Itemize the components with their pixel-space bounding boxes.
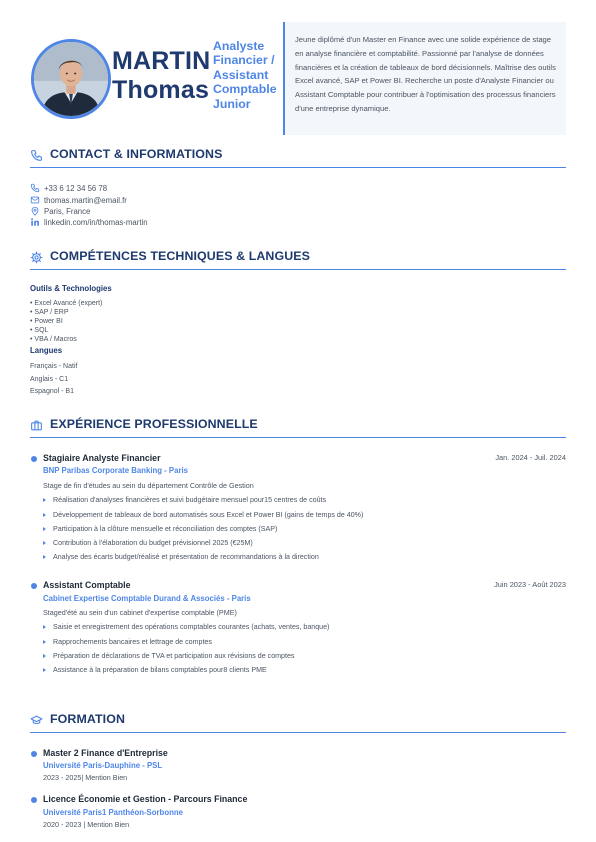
job-description: Stage de fin d'études au sein du département Contrôle de Gestion: [43, 481, 254, 490]
timeline-dot: [31, 456, 37, 462]
bullet-arrow-icon: [43, 527, 46, 531]
school-name: Université Paris-Dauphine - PSL: [43, 761, 163, 770]
skills-section-title: [30, 248, 566, 270]
job-date: Juin 2023 - Août 2023: [494, 580, 566, 589]
first-name: Thomas: [112, 76, 210, 104]
briefcase-icon: [30, 419, 43, 432]
bullet-arrow-icon: [43, 640, 46, 644]
bullet-arrow-icon: [43, 654, 46, 658]
bullet-text: Participation à la clôture mensuelle et réconciliation des comptes (SAP): [53, 525, 278, 533]
profile-summary: Jeune diplômé d'un Master en Finance avec une solide expérience de stage en analyse financière et comptabilité. Passionné par l'analyse de données financières et la création de tableaux de bord décisionnels. Maîtrise des outils Excel avancé, SAP et Power BI. Recherche un poste d'Analyste Financier ou Assistant Comptable pour contribuer à l'optimisation des processus financiers d'une entreprise dynamique.: [295, 35, 556, 113]
language-item: Espagnol - B1: [30, 388, 74, 395]
phone-icon: [30, 183, 40, 193]
bullet-text: Rapprochements bancaires et lettrage de comptes: [53, 638, 212, 646]
bullet-text: Réalisation d'analyses financières et suivi budgétaire mensuel pour15 centres de coûts: [53, 496, 327, 504]
portrait-image: [34, 42, 108, 116]
school-name: Université Paris1 Panthéon-Sorbonne: [43, 808, 183, 817]
job-date: Jan. 2024 - Juil. 2024: [495, 453, 566, 462]
job-company: BNP Paribas Corporate Banking - Paris: [43, 466, 189, 475]
bullet-text: Préparation de déclarations de TVA et participation aux révisions de comptes: [53, 652, 295, 660]
skill-item: • SAP / ERP: [30, 309, 69, 316]
bullet-arrow-icon: [43, 513, 46, 517]
contact-linkedin[interactable]: [30, 217, 148, 228]
map-pin-icon: [30, 206, 40, 216]
skill-item: • Power BI: [30, 318, 63, 325]
experience-section-title: [30, 416, 566, 438]
tools-title: Outils & Technologies: [30, 284, 112, 293]
job-description: Staged'été au sein d'un cabinet d'expertise comptable (PME): [43, 608, 237, 617]
phone-icon: [30, 149, 43, 162]
gear-icon: [30, 251, 43, 264]
job-bullet: [43, 525, 277, 533]
skill-item: • VBA / Macros: [30, 336, 77, 343]
language-item: Français - Natif: [30, 363, 78, 370]
job-bullet: [43, 666, 267, 674]
contact-phone: [30, 183, 107, 194]
header: [30, 20, 566, 138]
profile-photo: [31, 39, 111, 119]
job-title: Stagiaire Analyste Financier: [43, 453, 161, 463]
bullet-text: Développement de tableaux de bord automatisés sous Excel et Power BI (gains de temps de 40%): [53, 511, 364, 519]
bullet-text: Analyse des écarts budget/réalisé et présentation de recommandations à la direction: [53, 553, 319, 561]
timeline-dot: [31, 751, 37, 757]
bullet-text: Saisie et enregistrement des opérations comptables courantes (achats, ventes, banque): [53, 623, 330, 631]
bullet-arrow-icon: [43, 625, 46, 629]
degree-meta: 2020 - 2023 | Mention Bien: [43, 820, 130, 829]
degree-title: Master 2 Finance d'Entreprise: [43, 748, 168, 758]
graduation-cap-icon: [30, 714, 43, 727]
last-name: MARTIN: [112, 47, 211, 75]
location-text: Paris, France: [44, 207, 91, 216]
education-section-title: [30, 711, 566, 733]
job-title: Assistant Comptable: [43, 580, 131, 590]
email-text[interactable]: thomas.martin@email.fr: [44, 196, 127, 205]
linkedin-icon: [30, 217, 40, 227]
job-bullet: [43, 553, 319, 561]
job-bullet: [43, 511, 363, 519]
summary-box: [283, 22, 566, 135]
job-bullet: [43, 638, 212, 646]
bullet-text: Assistance à la préparation de bilans comptables pour8 clients PME: [53, 666, 267, 674]
degree-title: Licence Économie et Gestion - Parcours Finance: [43, 794, 248, 804]
job-title: Analyste Financier / Assistant Comptable Junior: [213, 39, 277, 111]
timeline-dot: [31, 583, 37, 589]
job-company: Cabinet Expertise Comptable Durand & Associés - Paris: [43, 594, 251, 603]
mail-icon: [30, 195, 40, 205]
linkedin-text[interactable]: linkedin.com/in/thomas-martin: [44, 218, 148, 227]
bullet-arrow-icon: [43, 541, 46, 545]
phone-text: +33 6 12 34 56 78: [44, 184, 108, 193]
section-heading: COMPÉTENCES TECHNIQUES & LANGUES: [50, 249, 310, 263]
degree-meta: 2023 - 2025| Mention Bien: [43, 773, 128, 782]
contact-location: [30, 206, 90, 217]
job-bullet: [43, 623, 329, 631]
job-bullet: [43, 539, 253, 547]
candidate-name: [112, 47, 210, 105]
bullet-arrow-icon: [43, 668, 46, 672]
skill-item: • SQL: [30, 327, 49, 334]
section-heading: CONTACT & INFORMATIONS: [50, 147, 223, 161]
job-bullet: [43, 496, 326, 504]
section-heading: FORMATION: [50, 712, 126, 726]
timeline-dot: [31, 797, 37, 803]
skill-item: • Excel Avancé (expert): [30, 300, 103, 307]
job-bullet: [43, 652, 294, 660]
bullet-text: Contribution à l'élaboration du budget prévisionnel 2025 (€25M): [53, 539, 253, 547]
bullet-arrow-icon: [43, 555, 46, 559]
bullet-arrow-icon: [43, 498, 46, 502]
contact-email[interactable]: [30, 195, 127, 206]
contact-section-title: [30, 146, 566, 168]
language-item: Anglais - C1: [30, 376, 69, 383]
languages-title: Langues: [30, 346, 63, 355]
section-heading: EXPÉRIENCE PROFESSIONNELLE: [50, 417, 258, 431]
